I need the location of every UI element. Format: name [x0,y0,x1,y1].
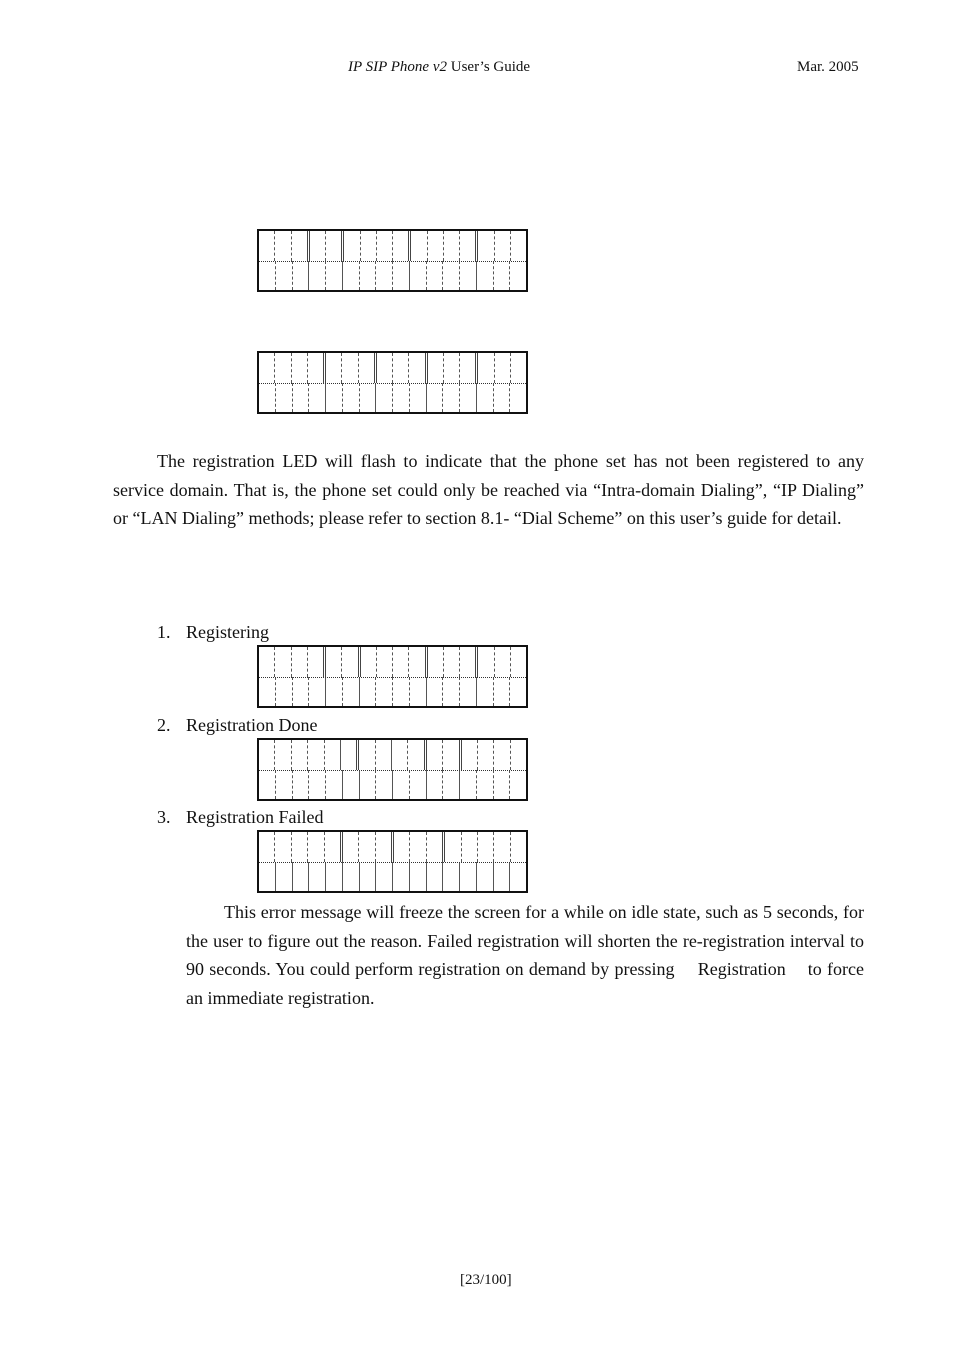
lcd-display-1 [257,229,528,292]
lcd-display-registration-done [257,738,528,801]
running-header-date: Mar. 2005 [797,59,859,75]
running-header-title [348,59,530,76]
list-item [157,715,317,736]
paragraph-text: The registration LED will flash to indicate that the phone set has not been registered to any service domain. That is, the phone set could only be reached via “Intra-domain Dialing”, “IP Dialing” or “LAN Dialing” methods; please refer to section 8.1- “Dial Scheme” on this user’s guide for detail. [113,451,864,529]
list-number: 3. [157,807,171,827]
note-text-end: to force an immediate registration. [186,959,864,1009]
lcd-display-registration-failed [257,830,528,893]
list-item [157,622,269,643]
header-product-name: IP SIP Phone v2 [348,59,448,75]
list-item [157,807,323,828]
list-number: 2. [157,715,171,735]
page-number: [23/100] [460,1272,512,1288]
registration-key-label: Registration [697,959,786,980]
lcd-display-2 [257,351,528,414]
body-paragraph [113,447,864,533]
error-note-paragraph [186,898,864,1013]
note-text: This error message will freeze the screen for a while on idle state, such as 5 seconds, for the user to figure out the reason. Failed registration will shorten the re-registration interval to 90 seconds. You could perform registration on demand by pressing [186,902,864,980]
header-doc-name: User’s Guide [450,59,531,75]
list-label: Registration Failed [186,807,324,827]
list-number: 1. [157,622,171,642]
list-label: Registering [186,622,269,642]
list-label: Registration Done [186,715,318,735]
lcd-display-registering [257,645,528,708]
